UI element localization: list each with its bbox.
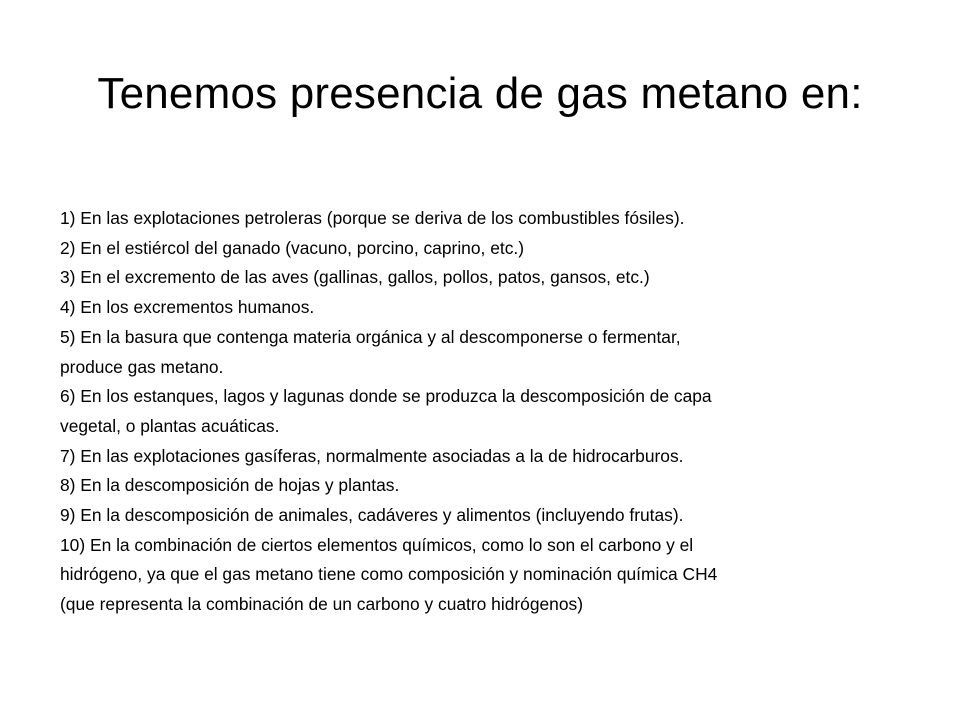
body-line-4: 4) En los excrementos humanos. — [60, 297, 315, 318]
body-line-1: 1) En las explotaciones petroleras (porque se deriva de los combustibles fósiles). — [60, 208, 685, 228]
slide-body — [60, 204, 920, 620]
body-line-6: produce gas metano. — [60, 356, 224, 377]
body-line-2: 2) En el estiércol del ganado (vacuno, porcino, caprino, etc.) — [60, 237, 525, 258]
body-line-13: hidrógeno, ya que el gas metano tiene como composición y nominación química CH4 — [60, 564, 718, 585]
body-line-11: 9) En la descomposición de animales, cadáveres y alimentos (incluyendo frutas). — [60, 505, 684, 526]
body-line-7: 6) En los estanques, lagos y lagunas donde se produzca la descomposición de capa — [60, 386, 712, 407]
body-line-3: 3) En el excremento de las aves (gallinas, gallos, pollos, patos, gansos, etc.) — [60, 267, 650, 288]
body-line-9: 7) En las explotaciones gasíferas, normalmente asociadas a la de hidrocarburos. — [60, 445, 684, 466]
body-line-8: vegetal, o plantas acuáticas. — [60, 415, 280, 436]
slide-title: Tenemos presencia de gas metano en: — [97, 69, 863, 118]
body-line-5: 5) En la basura que contenga materia orgánica y al descomponerse o fermentar, — [60, 326, 681, 347]
body-line-10: 8) En la descomposición de hojas y plantas. — [60, 475, 400, 496]
body-line-12: 10) En la combinación de ciertos elementos químicos, como lo son el carbono y el — [60, 534, 694, 555]
body-line-14: (que representa la combinación de un carbono y cuatro hidrógenos) — [60, 594, 584, 615]
